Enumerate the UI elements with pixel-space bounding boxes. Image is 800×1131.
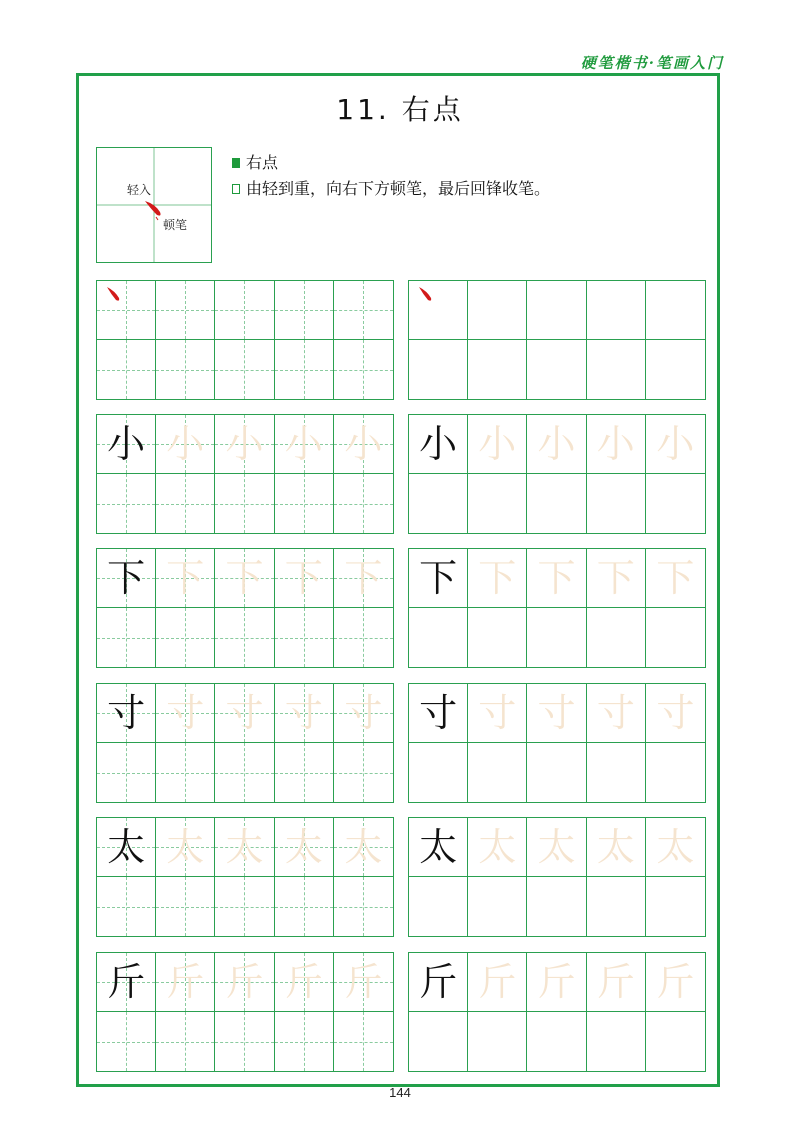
practice-cell[interactable]: [646, 743, 705, 802]
practice-cell[interactable]: [156, 340, 215, 399]
trace-character: 下: [284, 556, 323, 600]
practice-cell[interactable]: [527, 549, 586, 608]
trace-character: 斤: [596, 960, 635, 1004]
trace-character: 寸: [225, 691, 264, 735]
model-character: 寸: [107, 691, 146, 735]
practice-cell[interactable]: [334, 549, 393, 608]
practice-cell[interactable]: [97, 818, 156, 877]
trace-character: 斤: [344, 960, 383, 1004]
practice-cell[interactable]: [156, 608, 215, 667]
practice-cell[interactable]: [587, 340, 646, 399]
lesson-title: 11. 右点: [336, 93, 464, 126]
practice-cell[interactable]: [409, 549, 468, 608]
practice-cell[interactable]: [468, 953, 527, 1012]
model-character: 斤: [107, 960, 146, 1004]
trace-character: 小: [166, 422, 205, 466]
practice-cell[interactable]: [156, 877, 215, 936]
practice-cell[interactable]: [468, 684, 527, 743]
practice-cell[interactable]: [156, 818, 215, 877]
practice-cell[interactable]: [215, 474, 274, 533]
practice-cell[interactable]: [215, 281, 274, 340]
practice-cell[interactable]: [215, 743, 274, 802]
practice-cell[interactable]: [587, 549, 646, 608]
practice-grid: [408, 548, 706, 668]
practice-grid: [408, 280, 706, 400]
practice-cell[interactable]: [334, 953, 393, 1012]
practice-cell[interactable]: [587, 281, 646, 340]
practice-cell[interactable]: [156, 415, 215, 474]
practice-cell[interactable]: [275, 608, 334, 667]
trace-character: 太: [284, 825, 323, 869]
model-character: 下: [419, 556, 458, 600]
trace-character: 小: [284, 422, 323, 466]
practice-cell[interactable]: [275, 743, 334, 802]
practice-cell[interactable]: [409, 608, 468, 667]
practice-cell[interactable]: [215, 549, 274, 608]
trace-character: 小: [478, 422, 517, 466]
practice-cell[interactable]: [646, 474, 705, 533]
practice-cell[interactable]: [646, 608, 705, 667]
practice-cell[interactable]: [587, 953, 646, 1012]
practice-cell[interactable]: [334, 743, 393, 802]
practice-cell[interactable]: [527, 608, 586, 667]
practice-cell[interactable]: [97, 1012, 156, 1071]
practice-cell[interactable]: [409, 415, 468, 474]
practice-cell[interactable]: [97, 474, 156, 533]
practice-cell[interactable]: [409, 340, 468, 399]
hollow-bullet-icon: [232, 184, 240, 194]
practice-cell[interactable]: [275, 877, 334, 936]
practice-cell[interactable]: [275, 474, 334, 533]
practice-cell[interactable]: [334, 684, 393, 743]
practice-cell[interactable]: [215, 877, 274, 936]
practice-cell[interactable]: [646, 281, 705, 340]
trace-character: 下: [478, 556, 517, 600]
model-character: 太: [419, 825, 458, 869]
practice-cell[interactable]: [646, 877, 705, 936]
practice-cell[interactable]: [215, 953, 274, 1012]
practice-cell[interactable]: [156, 684, 215, 743]
trace-character: 斤: [166, 960, 205, 1004]
practice-cell[interactable]: [97, 608, 156, 667]
practice-cell[interactable]: [646, 1012, 705, 1071]
practice-grid: [408, 952, 706, 1072]
trace-character: 太: [478, 825, 517, 869]
trace-character: 寸: [537, 691, 576, 735]
practice-cell[interactable]: [468, 877, 527, 936]
trace-character: 太: [596, 825, 635, 869]
model-character: 下: [107, 556, 146, 600]
practice-cell[interactable]: [215, 684, 274, 743]
right-dot-stroke-icon: [409, 281, 439, 311]
practice-cell[interactable]: [468, 818, 527, 877]
practice-grid: [96, 548, 394, 668]
trace-character: 寸: [166, 691, 205, 735]
practice-cell[interactable]: [215, 340, 274, 399]
practice-grid: [96, 280, 394, 400]
practice-cell[interactable]: [468, 743, 527, 802]
practice-cell[interactable]: [468, 1012, 527, 1071]
trace-character: 下: [344, 556, 383, 600]
practice-cell[interactable]: [646, 818, 705, 877]
practice-cell[interactable]: [587, 684, 646, 743]
practice-grid: [96, 817, 394, 937]
practice-cell[interactable]: [97, 877, 156, 936]
practice-cell[interactable]: [215, 415, 274, 474]
practice-cell[interactable]: [527, 474, 586, 533]
practice-cell[interactable]: [527, 684, 586, 743]
practice-cell[interactable]: [215, 608, 274, 667]
right-dot-stroke-icon: [97, 148, 213, 264]
practice-cell[interactable]: [587, 1012, 646, 1071]
trace-character: 寸: [478, 691, 517, 735]
trace-character: 寸: [344, 691, 383, 735]
practice-cell[interactable]: [275, 684, 334, 743]
practice-cell[interactable]: [468, 281, 527, 340]
trace-character: 小: [596, 422, 635, 466]
practice-cell[interactable]: [334, 415, 393, 474]
practice-grid: [408, 414, 706, 534]
stroke-demo-box: [96, 147, 212, 263]
practice-cell[interactable]: [215, 818, 274, 877]
trace-character: 下: [596, 556, 635, 600]
trace-character: 下: [537, 556, 576, 600]
practice-cell[interactable]: [334, 474, 393, 533]
practice-cell[interactable]: [587, 474, 646, 533]
practice-cell[interactable]: [468, 474, 527, 533]
stroke-name: 右点: [246, 153, 279, 172]
trace-character: 斤: [537, 960, 576, 1004]
practice-cell[interactable]: [409, 953, 468, 1012]
trace-character: 下: [166, 556, 205, 600]
stroke-description: [232, 150, 550, 202]
filled-bullet-icon: [232, 158, 240, 168]
practice-cell[interactable]: [468, 340, 527, 399]
trace-character: 斤: [284, 960, 323, 1004]
trace-character: 小: [225, 422, 264, 466]
practice-cell[interactable]: [156, 549, 215, 608]
practice-grid: [96, 952, 394, 1072]
practice-cell[interactable]: [527, 818, 586, 877]
stroke-instruction: 由轻到重，向右下方顿笔，最后回锋收笔。: [246, 179, 551, 198]
practice-cell[interactable]: [97, 684, 156, 743]
practice-cell[interactable]: [97, 953, 156, 1012]
practice-cell[interactable]: [97, 281, 156, 340]
practice-cell[interactable]: [527, 877, 586, 936]
trace-character: 下: [225, 556, 264, 600]
practice-cell[interactable]: [275, 1012, 334, 1071]
practice-cell[interactable]: [275, 953, 334, 1012]
practice-cell[interactable]: [409, 818, 468, 877]
right-dot-stroke-icon: [97, 281, 127, 311]
practice-cell[interactable]: [97, 340, 156, 399]
practice-cell[interactable]: [409, 281, 468, 340]
trace-character: 小: [344, 422, 383, 466]
practice-cell[interactable]: [334, 340, 393, 399]
trace-character: 斤: [656, 960, 695, 1004]
practice-cell[interactable]: [587, 608, 646, 667]
practice-cell[interactable]: [527, 340, 586, 399]
trace-character: 寸: [656, 691, 695, 735]
practice-cell[interactable]: [527, 281, 586, 340]
practice-cell[interactable]: [334, 608, 393, 667]
practice-cell[interactable]: [156, 953, 215, 1012]
trace-character: 下: [656, 556, 695, 600]
practice-cell[interactable]: [646, 549, 705, 608]
practice-grid: [96, 414, 394, 534]
page-number: 144: [389, 1085, 411, 1100]
practice-cell[interactable]: [409, 474, 468, 533]
practice-cell[interactable]: [646, 340, 705, 399]
practice-cell[interactable]: [468, 608, 527, 667]
practice-grid: [408, 683, 706, 803]
practice-cell[interactable]: [156, 281, 215, 340]
practice-cell[interactable]: [646, 684, 705, 743]
trace-character: 太: [225, 825, 264, 869]
practice-cell[interactable]: [156, 474, 215, 533]
model-character: 小: [107, 422, 146, 466]
practice-cell[interactable]: [409, 1012, 468, 1071]
trace-character: 斤: [225, 960, 264, 1004]
practice-cell[interactable]: [334, 818, 393, 877]
practice-cell[interactable]: [646, 953, 705, 1012]
practice-cell[interactable]: [468, 415, 527, 474]
model-character: 斤: [419, 960, 458, 1004]
practice-cell[interactable]: [409, 877, 468, 936]
model-character: 太: [107, 825, 146, 869]
label-press: 顿笔: [163, 218, 188, 232]
trace-character: 小: [537, 422, 576, 466]
label-light-entry: 轻入: [127, 183, 152, 197]
practice-cell[interactable]: [215, 1012, 274, 1071]
practice-cell[interactable]: [468, 549, 527, 608]
practice-cell[interactable]: [275, 549, 334, 608]
trace-character: 太: [344, 825, 383, 869]
practice-cell[interactable]: [527, 953, 586, 1012]
practice-cell[interactable]: [156, 743, 215, 802]
practice-cell[interactable]: [334, 281, 393, 340]
practice-grid: [96, 683, 394, 803]
practice-cell[interactable]: [275, 281, 334, 340]
trace-character: 寸: [596, 691, 635, 735]
practice-cell[interactable]: [156, 1012, 215, 1071]
trace-character: 小: [656, 422, 695, 466]
practice-cell[interactable]: [334, 877, 393, 936]
practice-cell[interactable]: [587, 743, 646, 802]
model-character: 小: [419, 422, 458, 466]
trace-character: 太: [537, 825, 576, 869]
trace-character: 斤: [478, 960, 517, 1004]
practice-cell[interactable]: [527, 1012, 586, 1071]
practice-cell[interactable]: [97, 415, 156, 474]
practice-cell[interactable]: [275, 415, 334, 474]
practice-cell[interactable]: [275, 340, 334, 399]
practice-cell[interactable]: [646, 415, 705, 474]
practice-cell[interactable]: [97, 743, 156, 802]
model-character: 寸: [419, 691, 458, 735]
trace-character: 太: [656, 825, 695, 869]
practice-grid: [408, 817, 706, 937]
trace-character: 太: [166, 825, 205, 869]
practice-cell[interactable]: [587, 877, 646, 936]
practice-cell[interactable]: [409, 743, 468, 802]
practice-cell[interactable]: [334, 1012, 393, 1071]
series-title: 硬笔楷书·笔画入门: [580, 54, 724, 72]
practice-cell[interactable]: [527, 415, 586, 474]
trace-character: 寸: [284, 691, 323, 735]
practice-cell[interactable]: [409, 684, 468, 743]
practice-cell[interactable]: [587, 415, 646, 474]
practice-cell[interactable]: [97, 549, 156, 608]
practice-cell[interactable]: [587, 818, 646, 877]
practice-cell[interactable]: [527, 743, 586, 802]
practice-cell[interactable]: [275, 818, 334, 877]
